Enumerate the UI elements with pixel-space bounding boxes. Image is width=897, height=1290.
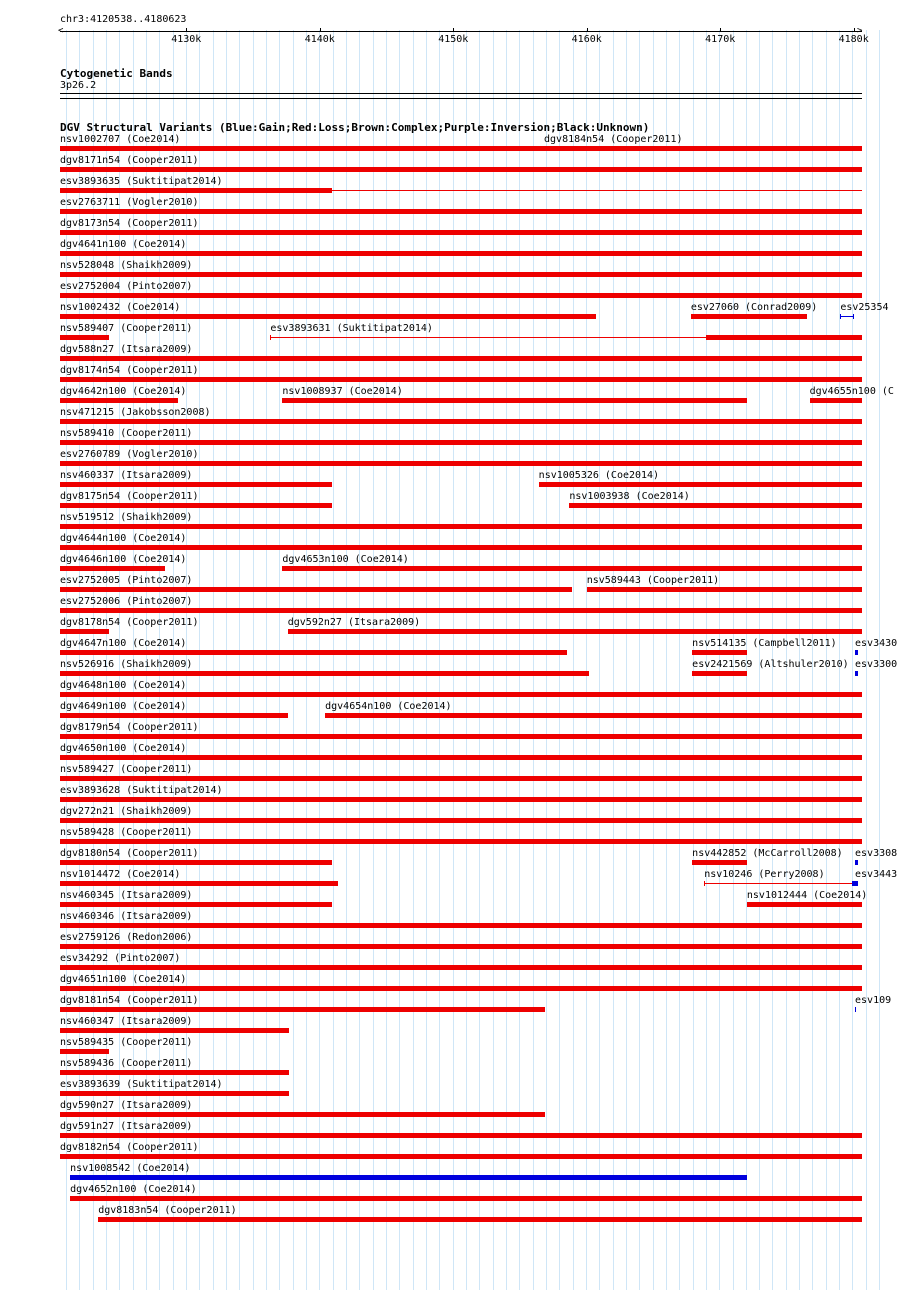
sv-feature-bar[interactable] xyxy=(282,398,747,403)
sv-feature-label[interactable]: dgv4647n100 (Coe2014) xyxy=(60,638,187,649)
gridline xyxy=(373,30,374,1290)
sv-feature-bar[interactable] xyxy=(60,1133,862,1138)
sv-feature-bar[interactable] xyxy=(60,860,332,865)
sv-feature-bar[interactable] xyxy=(60,1070,289,1075)
sv-feature-label[interactable]: nsv1005326 (Coe2014) xyxy=(538,470,660,481)
sv-feature-bar[interactable] xyxy=(569,503,862,508)
sv-feature-label[interactable]: nsv526916 (Shaikh2009) xyxy=(60,659,193,670)
sv-feature-bar[interactable] xyxy=(60,713,288,718)
sv-feature-bar[interactable] xyxy=(60,650,567,655)
sv-feature-bar[interactable] xyxy=(60,272,862,277)
sv-feature-label[interactable]: esv3893628 (Suktitipat2014) xyxy=(60,785,223,796)
sv-feature-label[interactable]: dgv590n27 (Itsara2009) xyxy=(60,1100,193,1111)
cytoband-track-title[interactable]: Cytogenetic Bands xyxy=(60,67,173,80)
sv-feature-label[interactable]: dgv4653n100 (Coe2014) xyxy=(282,554,409,565)
sv-feature-label[interactable]: esv2752005 (Pinto2007) xyxy=(60,575,193,586)
gridline xyxy=(253,30,254,1290)
sv-feature-bar[interactable] xyxy=(692,860,747,865)
sv-feature-bar[interactable] xyxy=(544,146,862,151)
gridline xyxy=(333,30,334,1290)
sv-feature-bar[interactable] xyxy=(60,524,862,529)
sv-feature-bar[interactable] xyxy=(691,314,807,319)
sv-feature-bar[interactable] xyxy=(60,566,165,571)
sv-feature-label[interactable]: esv3308 xyxy=(855,848,897,859)
sv-feature-label[interactable]: dgv8178n54 (Cooper2011) xyxy=(60,617,199,628)
sv-feature-bar[interactable] xyxy=(840,316,853,317)
sv-feature-label[interactable]: nsv1008937 (Coe2014) xyxy=(282,386,403,397)
sv-feature-bar[interactable] xyxy=(60,545,862,550)
sv-feature-label[interactable]: esv3893639 (Suktitipat2014) xyxy=(60,1079,223,1090)
sv-feature-bar[interactable] xyxy=(60,965,862,970)
sv-feature-label[interactable]: esv3893635 (Suktitipat2014) xyxy=(60,176,223,187)
gridline xyxy=(546,30,547,1290)
sv-feature-bar[interactable] xyxy=(60,986,862,991)
sv-feature-label[interactable]: esv25354 xyxy=(840,302,889,313)
gridline xyxy=(319,30,320,1290)
sv-feature-label[interactable]: dgv592n27 (Itsara2009) xyxy=(287,617,421,628)
sv-feature-label[interactable]: nsv589407 (Cooper2011) xyxy=(60,323,193,334)
sv-feature-label[interactable]: esv2752006 (Pinto2007) xyxy=(60,596,193,607)
position-label: chr3:4120538..4180623 xyxy=(60,14,187,25)
sv-feature-label[interactable]: dgv4648n100 (Coe2014) xyxy=(60,680,187,691)
sv-feature-bar[interactable] xyxy=(60,188,332,193)
sv-feature-endcap xyxy=(704,881,705,886)
sv-feature-label[interactable]: dgv8181n54 (Cooper2011) xyxy=(60,995,199,1006)
cytoband-line-top xyxy=(60,93,862,94)
gridline xyxy=(426,30,427,1290)
gridline xyxy=(479,30,480,1290)
sv-feature-label[interactable]: dgv4650n100 (Coe2014) xyxy=(60,743,187,754)
sv-feature-label[interactable]: esv27060 (Conrad2009) xyxy=(690,302,818,313)
ruler-tick-label: 4180k xyxy=(838,34,869,45)
sv-feature-label[interactable]: esv2763711 (Vogler2010) xyxy=(60,197,199,208)
ruler-tick-label: 4160k xyxy=(571,34,602,45)
sv-feature-label[interactable]: dgv8173n54 (Cooper2011) xyxy=(60,218,199,229)
sv-feature-label[interactable]: nsv589435 (Cooper2011) xyxy=(60,1037,193,1048)
sv-feature-label[interactable]: dgv8175n54 (Cooper2011) xyxy=(60,491,199,502)
sv-feature-bar[interactable] xyxy=(60,1007,545,1012)
sv-feature-bar[interactable] xyxy=(60,944,862,949)
sv-feature-label[interactable]: nsv1008542 (Coe2014) xyxy=(70,1163,191,1174)
sv-feature-bar[interactable] xyxy=(587,587,862,592)
sv-feature-bar[interactable] xyxy=(60,398,178,403)
sv-feature-label[interactable]: dgv588n27 (Itsara2009) xyxy=(60,344,193,355)
sv-feature-bar[interactable] xyxy=(855,671,858,676)
sv-feature-label[interactable]: esv2421569 (Altshuler2010) xyxy=(692,659,849,670)
sv-feature-label[interactable]: nsv460345 (Itsara2009) xyxy=(60,890,193,901)
gridline xyxy=(506,30,507,1290)
sv-feature-label[interactable]: nsv589427 (Cooper2011) xyxy=(60,764,193,775)
sv-feature-bar[interactable] xyxy=(60,1112,545,1117)
sv-feature-label[interactable]: dgv4646n100 (Coe2014) xyxy=(60,554,187,565)
sv-feature-endcap xyxy=(270,335,271,340)
sv-feature-label[interactable]: nsv1002707 (Coe2014) xyxy=(60,134,181,145)
sv-feature-bar[interactable] xyxy=(270,337,705,338)
sv-feature-label[interactable]: nsv1012444 (Coe2014) xyxy=(746,890,868,901)
gridline xyxy=(346,30,347,1290)
sv-feature-bar[interactable] xyxy=(60,503,332,508)
gridline xyxy=(599,30,600,1290)
sv-feature-label[interactable]: esv2759126 (Redon2006) xyxy=(60,932,193,943)
sv-feature-bar[interactable] xyxy=(60,608,862,613)
sv-feature-label[interactable]: dgv8182n54 (Cooper2011) xyxy=(60,1142,199,1153)
sv-feature-label[interactable]: dgv8180n54 (Cooper2011) xyxy=(60,848,199,859)
sv-feature-label[interactable]: dgv8184n54 (Cooper2011) xyxy=(544,134,683,145)
sv-feature-bar[interactable] xyxy=(70,1175,747,1180)
sv-feature-bar[interactable] xyxy=(332,190,862,191)
sv-feature-bar[interactable] xyxy=(60,692,862,697)
ruler-axis xyxy=(60,31,862,32)
sv-feature-label[interactable]: nsv460347 (Itsara2009) xyxy=(60,1016,193,1027)
gridline xyxy=(639,30,640,1290)
sv-feature-bar[interactable] xyxy=(60,629,109,634)
ruler-tick-label: 4170k xyxy=(705,34,736,45)
gridline xyxy=(226,30,227,1290)
sv-feature-bar[interactable] xyxy=(60,776,862,781)
sv-feature-bar[interactable] xyxy=(692,650,747,655)
sv-feature-bar[interactable] xyxy=(282,566,862,571)
sv-feature-bar[interactable] xyxy=(60,377,862,382)
sv-feature-label[interactable]: dgv4641n100 (Coe2014) xyxy=(60,239,187,250)
sv-feature-bar[interactable] xyxy=(60,167,862,172)
gridline xyxy=(293,30,294,1290)
gridline xyxy=(413,30,414,1290)
sv-feature-label[interactable]: nsv10246 (Perry2008) xyxy=(704,869,825,880)
sv-feature-bar[interactable] xyxy=(60,251,862,256)
sv-feature-bar[interactable] xyxy=(539,482,862,487)
sv-feature-bar[interactable] xyxy=(60,671,589,676)
sv-feature-bar[interactable] xyxy=(325,713,862,718)
sv-feature-bar[interactable] xyxy=(60,755,862,760)
sv-feature-bar[interactable] xyxy=(60,902,332,907)
sv-feature-label[interactable]: nsv528048 (Shaikh2009) xyxy=(60,260,193,271)
sv-feature-label[interactable]: nsv589410 (Cooper2011) xyxy=(60,428,193,439)
sv-feature-label[interactable]: dgv4649n100 (Coe2014) xyxy=(60,701,187,712)
gridline xyxy=(559,30,560,1290)
gridline xyxy=(852,30,853,1290)
gridline xyxy=(666,30,667,1290)
sv-feature-bar[interactable] xyxy=(288,629,862,634)
sv-feature-bar[interactable] xyxy=(60,314,596,319)
sv-feature-bar[interactable] xyxy=(60,146,544,151)
gridline xyxy=(493,30,494,1290)
sv-feature-endcap xyxy=(840,314,841,319)
dgv-track-title[interactable]: DGV Structural Variants (Blue:Gain;Red:Loss;Brown:Complex;Purple:Inversion;Black:Unknown) xyxy=(60,121,650,134)
sv-feature-label[interactable]: nsv589443 (Cooper2011) xyxy=(586,575,720,586)
sv-feature-bar[interactable] xyxy=(60,1154,862,1159)
gridline xyxy=(359,30,360,1290)
sv-feature-label[interactable]: esv3300 xyxy=(855,659,897,670)
gridline xyxy=(306,30,307,1290)
sv-feature-bar[interactable] xyxy=(810,398,862,403)
ruler-tick xyxy=(186,28,187,32)
ruler-tick xyxy=(854,28,855,32)
gridline xyxy=(586,30,587,1290)
ruler-tick xyxy=(320,28,321,32)
sv-feature-label[interactable]: esv2752004 (Pinto2007) xyxy=(60,281,193,292)
sv-feature-bar[interactable] xyxy=(60,1049,109,1054)
sv-feature-label[interactable]: nsv519512 (Shaikh2009) xyxy=(60,512,193,523)
sv-feature-bar[interactable] xyxy=(855,881,858,886)
sv-feature-bar[interactable] xyxy=(60,1091,289,1096)
sv-feature-bar[interactable] xyxy=(60,293,862,298)
gridline xyxy=(519,30,520,1290)
sv-feature-label[interactable]: nsv460346 (Itsara2009) xyxy=(60,911,193,922)
ruler-right-arrow-icon: > xyxy=(857,26,863,36)
sv-feature-label[interactable]: nsv460337 (Itsara2009) xyxy=(60,470,193,481)
gridline xyxy=(533,30,534,1290)
ruler-tick-label: 4130k xyxy=(171,34,202,45)
ruler-tick xyxy=(453,28,454,32)
sv-feature-bar[interactable] xyxy=(60,419,862,424)
ruler-tick xyxy=(720,28,721,32)
sv-feature-bar[interactable] xyxy=(60,230,862,235)
gridline xyxy=(453,30,454,1290)
sv-feature-label[interactable]: nsv442852 (McCarroll2008) xyxy=(692,848,843,859)
sv-feature-label[interactable]: nsv1003938 (Coe2014) xyxy=(569,491,690,502)
sv-feature-label[interactable]: dgv4655n100 (C xyxy=(809,386,894,397)
gridline xyxy=(439,30,440,1290)
sv-feature-label[interactable]: esv34292 (Pinto2007) xyxy=(60,953,181,964)
sv-feature-bar[interactable] xyxy=(855,1007,856,1012)
sv-feature-bar[interactable] xyxy=(60,1028,289,1033)
sv-feature-label[interactable]: dgv8183n54 (Cooper2011) xyxy=(98,1205,237,1216)
sv-feature-endcap xyxy=(853,314,854,319)
sv-feature-bar[interactable] xyxy=(747,902,862,907)
sv-feature-label[interactable]: dgv591n27 (Itsara2009) xyxy=(60,1121,193,1132)
sv-feature-bar[interactable] xyxy=(855,860,858,865)
sv-feature-label[interactable]: nsv1002432 (Coe2014) xyxy=(60,302,181,313)
sv-feature-label[interactable]: dgv8179n54 (Cooper2011) xyxy=(60,722,199,733)
sv-feature-bar[interactable] xyxy=(60,923,862,928)
sv-feature-label[interactable]: dgv8174n54 (Cooper2011) xyxy=(60,365,199,376)
sv-feature-label[interactable]: nsv514135 (Campbell2011) xyxy=(692,638,837,649)
sv-feature-bar[interactable] xyxy=(60,734,862,739)
gridline xyxy=(266,30,267,1290)
sv-feature-label[interactable]: nsv589428 (Cooper2011) xyxy=(60,827,193,838)
sv-feature-label[interactable]: dgv4654n100 (Coe2014) xyxy=(325,701,452,712)
sv-feature-bar[interactable] xyxy=(692,671,747,676)
sv-feature-bar[interactable] xyxy=(60,797,862,802)
gridline xyxy=(573,30,574,1290)
sv-feature-bar[interactable] xyxy=(855,650,858,655)
sv-feature-bar[interactable] xyxy=(60,839,862,844)
sv-feature-bar[interactable] xyxy=(60,587,572,592)
sv-feature-label[interactable]: nsv589436 (Cooper2011) xyxy=(60,1058,193,1069)
sv-feature-bar[interactable] xyxy=(704,883,853,884)
cytoband-label[interactable]: 3p26.2 xyxy=(60,80,97,91)
sv-feature-label[interactable]: dgv272n21 (Shaikh2009) xyxy=(60,806,193,817)
gridline xyxy=(466,30,467,1290)
sv-feature-bar[interactable] xyxy=(60,335,109,340)
sv-feature-label[interactable]: esv2760789 (Vogler2010) xyxy=(60,449,199,460)
gridline xyxy=(399,30,400,1290)
cytoband-line-bottom xyxy=(60,98,862,99)
sv-feature-label[interactable]: nsv1014472 (Coe2014) xyxy=(60,869,181,880)
sv-feature-bar[interactable] xyxy=(60,209,862,214)
gridline xyxy=(626,30,627,1290)
gridline xyxy=(679,30,680,1290)
sv-feature-label[interactable]: dgv4652n100 (Coe2014) xyxy=(70,1184,197,1195)
gridline xyxy=(653,30,654,1290)
gridline xyxy=(199,30,200,1290)
ruler-tick-label: 4140k xyxy=(304,34,335,45)
sv-feature-bar[interactable] xyxy=(60,356,862,361)
sv-feature-label[interactable]: esv109 xyxy=(855,995,892,1006)
gridline xyxy=(613,30,614,1290)
sv-feature-bar[interactable] xyxy=(60,482,332,487)
sv-feature-label[interactable]: dgv4642n100 (Coe2014) xyxy=(60,386,187,397)
gridline xyxy=(279,30,280,1290)
sv-feature-bar[interactable] xyxy=(60,440,862,445)
sv-feature-label[interactable]: esv3443 xyxy=(855,869,897,880)
sv-feature-label[interactable]: dgv4651n100 (Coe2014) xyxy=(60,974,187,985)
ruler-tick-label: 4150k xyxy=(438,34,469,45)
sv-feature-bar[interactable] xyxy=(98,1217,862,1222)
sv-feature-bar[interactable] xyxy=(60,818,862,823)
ruler-left-arrow-icon: < xyxy=(58,26,64,36)
gridline xyxy=(386,30,387,1290)
sv-feature-bar[interactable] xyxy=(70,1196,862,1201)
sv-feature-label[interactable]: dgv8171n54 (Cooper2011) xyxy=(60,155,199,166)
sv-feature-label[interactable]: nsv471215 (Jakobsson2008) xyxy=(60,407,211,418)
gridline xyxy=(239,30,240,1290)
sv-feature-label[interactable]: dgv4644n100 (Coe2014) xyxy=(60,533,187,544)
gridline xyxy=(213,30,214,1290)
sv-feature-label[interactable]: esv3430 xyxy=(855,638,897,649)
sv-feature-bar[interactable] xyxy=(60,881,338,886)
sv-feature-bar[interactable] xyxy=(60,461,862,466)
sv-feature-bar[interactable] xyxy=(706,335,862,340)
ruler-tick xyxy=(587,28,588,32)
sv-feature-label[interactable]: esv3893631 (Suktitipat2014) xyxy=(270,323,433,334)
